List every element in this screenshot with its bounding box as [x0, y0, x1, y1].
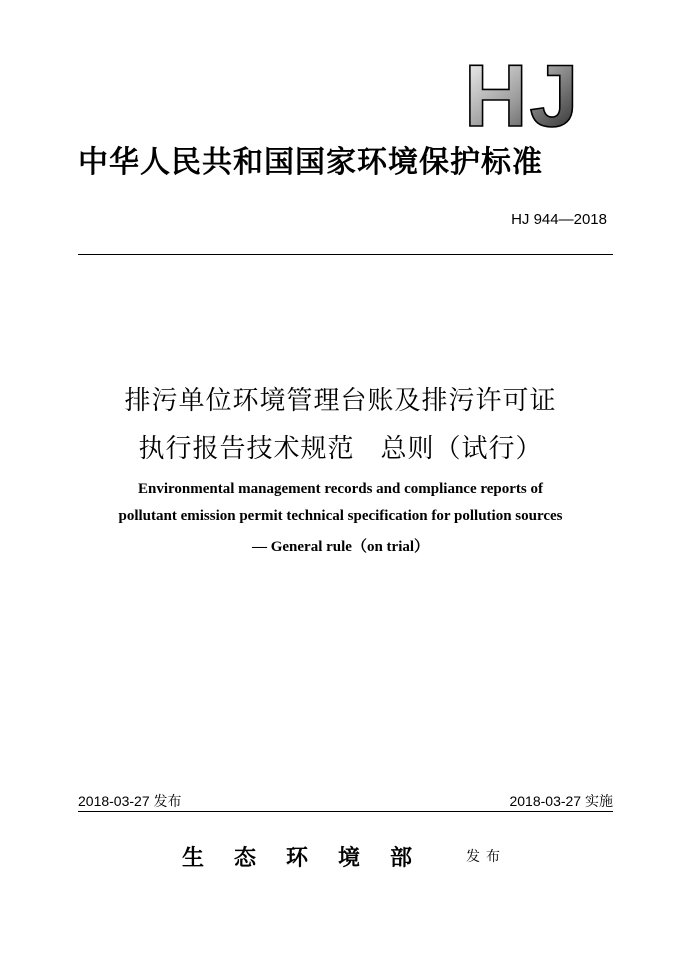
- title-cn-line2: [0, 428, 681, 465]
- title-cn-line1: 排污单位环境管理台账及排污许可证: [124, 386, 557, 416]
- title-cn-line2-sub: 总则（试行）: [380, 434, 543, 464]
- standard-number: HJ 944—2018: [511, 211, 607, 228]
- title-en-line3: — General rule（on trial）: [251, 539, 430, 555]
- release-date: 2018-03-27 发布: [78, 793, 182, 809]
- bottom-divider: [78, 811, 613, 812]
- issuing-authority: 生态环境部: [182, 845, 443, 871]
- title-en-line1: Environmental management records and compliance reports of: [138, 481, 543, 497]
- issue-label: 发布: [466, 849, 506, 865]
- implementation-date: 2018-03-27 实施: [509, 793, 613, 809]
- hj-logo-text: HJ: [464, 54, 581, 134]
- hj-logo: [460, 54, 600, 134]
- standard-category: 中华人民共和国国家环境保护标准: [78, 145, 543, 180]
- title-cn-line2-main: 执行报告技术规范: [138, 434, 355, 464]
- hj-logo-graphic: [460, 54, 600, 134]
- title-en-line2: pollutant emission permit technical specification for pollution sources: [118, 508, 563, 524]
- top-divider: [78, 254, 613, 255]
